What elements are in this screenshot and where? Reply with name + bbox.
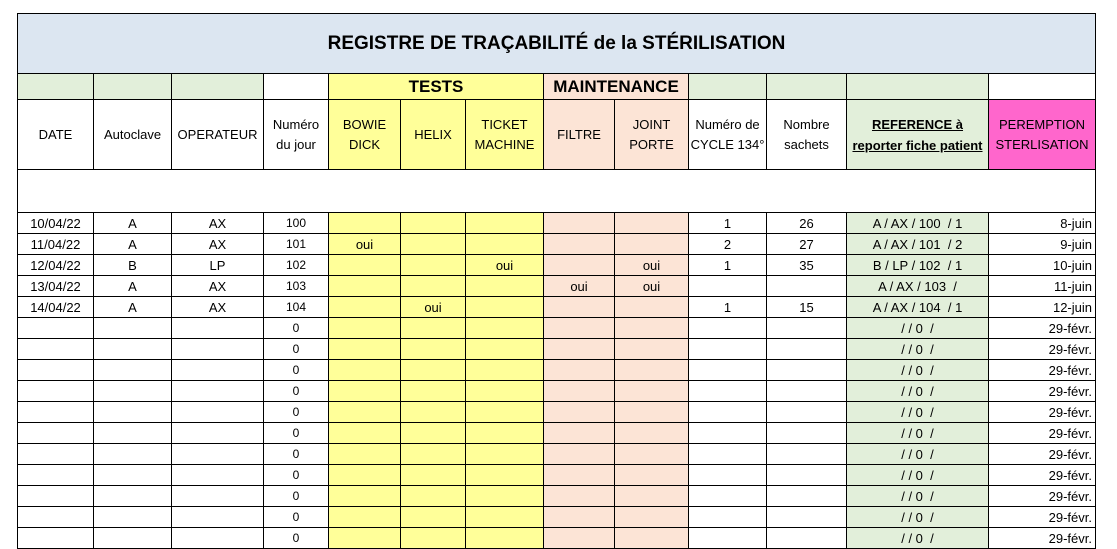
ticket-machine-cell[interactable] <box>466 339 544 360</box>
group-blank-operateur <box>172 74 264 100</box>
ticket-machine-cell[interactable] <box>466 486 544 507</box>
peremption-cell[interactable]: 9-juin <box>989 234 1096 255</box>
numero-cycle-cell[interactable]: 1 <box>689 297 767 318</box>
date-cell[interactable] <box>18 318 94 339</box>
nombre-sachets-cell[interactable] <box>767 444 847 465</box>
reference-cell[interactable]: / / 0 / <box>847 339 989 360</box>
bowie-dick-cell[interactable] <box>329 339 401 360</box>
table-row <box>18 318 1096 339</box>
numero-cycle-cell[interactable] <box>689 381 767 402</box>
joint-porte-cell[interactable] <box>615 339 689 360</box>
nombre-sachets-cell[interactable] <box>767 402 847 423</box>
numero-jour-cell[interactable]: 0 <box>264 528 329 549</box>
helix-cell[interactable] <box>401 381 466 402</box>
numero-cycle-cell[interactable] <box>689 507 767 528</box>
group-maintenance-header: MAINTENANCE <box>544 74 689 100</box>
reference-cell[interactable]: / / 0 / <box>847 486 989 507</box>
autoclave-cell[interactable]: B <box>94 255 172 276</box>
bowie-dick-cell[interactable] <box>329 528 401 549</box>
numero-jour-cell[interactable]: 0 <box>264 507 329 528</box>
autoclave-cell[interactable] <box>94 486 172 507</box>
autoclave-cell[interactable] <box>94 528 172 549</box>
peremption-cell[interactable]: 29-févr. <box>989 360 1096 381</box>
table-row <box>18 423 1096 444</box>
joint-porte-cell[interactable] <box>615 318 689 339</box>
filtre-cell[interactable] <box>544 381 615 402</box>
bowie-dick-cell[interactable] <box>329 486 401 507</box>
group-blank-sachets <box>767 74 847 100</box>
autoclave-cell[interactable]: A <box>94 234 172 255</box>
ticket-machine-cell[interactable] <box>466 234 544 255</box>
joint-porte-cell[interactable] <box>615 423 689 444</box>
filtre-cell[interactable] <box>544 402 615 423</box>
header-numero-cycle: Numéro de CYCLE 134° <box>689 100 767 170</box>
numero-jour-cell[interactable]: 0 <box>264 423 329 444</box>
reference-cell[interactable]: / / 0 / <box>847 444 989 465</box>
nombre-sachets-cell[interactable]: 35 <box>767 255 847 276</box>
joint-porte-cell[interactable] <box>615 381 689 402</box>
table-row <box>18 360 1096 381</box>
numero-jour-cell[interactable]: 0 <box>264 465 329 486</box>
autoclave-cell[interactable]: A <box>94 297 172 318</box>
ticket-machine-cell[interactable] <box>466 402 544 423</box>
autoclave-cell[interactable] <box>94 507 172 528</box>
joint-porte-cell[interactable]: oui <box>615 255 689 276</box>
autoclave-cell[interactable] <box>94 444 172 465</box>
bowie-dick-cell[interactable] <box>329 444 401 465</box>
nombre-sachets-cell[interactable] <box>767 465 847 486</box>
filtre-cell[interactable] <box>544 213 615 234</box>
date-cell[interactable] <box>18 339 94 360</box>
joint-porte-cell[interactable] <box>615 507 689 528</box>
group-blank-numero <box>264 74 329 100</box>
filtre-cell[interactable] <box>544 465 615 486</box>
reference-cell[interactable]: A / AX / 101 / 2 <box>847 234 989 255</box>
joint-porte-cell[interactable] <box>615 360 689 381</box>
ticket-machine-cell[interactable] <box>466 423 544 444</box>
numero-cycle-cell[interactable] <box>689 339 767 360</box>
date-cell[interactable]: 12/04/22 <box>18 255 94 276</box>
numero-cycle-cell[interactable] <box>689 360 767 381</box>
header-operateur: OPERATEUR <box>172 100 264 170</box>
ticket-machine-cell[interactable]: oui <box>466 255 544 276</box>
operateur-cell[interactable] <box>172 423 264 444</box>
peremption-cell[interactable]: 29-févr. <box>989 465 1096 486</box>
header-bowie-dick: BOWIE DICK <box>329 100 401 170</box>
bowie-dick-cell[interactable] <box>329 213 401 234</box>
operateur-cell[interactable] <box>172 381 264 402</box>
header-nombre-sachets: Nombre sachets <box>767 100 847 170</box>
ticket-machine-cell[interactable] <box>466 213 544 234</box>
nombre-sachets-cell[interactable] <box>767 507 847 528</box>
bowie-dick-cell[interactable] <box>329 423 401 444</box>
numero-cycle-cell[interactable]: 2 <box>689 234 767 255</box>
nombre-sachets-cell[interactable] <box>767 486 847 507</box>
operateur-cell[interactable]: AX <box>172 213 264 234</box>
date-cell[interactable] <box>18 402 94 423</box>
nombre-sachets-cell[interactable]: 26 <box>767 213 847 234</box>
filtre-cell[interactable] <box>544 297 615 318</box>
autoclave-cell[interactable] <box>94 339 172 360</box>
filtre-cell[interactable] <box>544 423 615 444</box>
table-row <box>18 339 1096 360</box>
numero-jour-cell[interactable]: 0 <box>264 318 329 339</box>
operateur-cell[interactable]: AX <box>172 297 264 318</box>
peremption-cell[interactable]: 29-févr. <box>989 423 1096 444</box>
table-row <box>18 255 1096 276</box>
date-cell[interactable]: 10/04/22 <box>18 213 94 234</box>
numero-cycle-cell[interactable] <box>689 423 767 444</box>
autoclave-cell[interactable] <box>94 402 172 423</box>
spacer-row <box>18 170 1096 213</box>
sterilization-register-table <box>17 13 1096 549</box>
helix-cell[interactable] <box>401 213 466 234</box>
table-row <box>18 528 1096 549</box>
reference-cell[interactable]: A / AX / 103 / <box>847 276 989 297</box>
table-row <box>18 465 1096 486</box>
numero-jour-cell[interactable]: 0 <box>264 486 329 507</box>
table-row <box>18 234 1096 255</box>
ticket-machine-cell[interactable] <box>466 360 544 381</box>
peremption-cell[interactable]: 29-févr. <box>989 318 1096 339</box>
numero-cycle-cell[interactable] <box>689 486 767 507</box>
numero-cycle-cell[interactable] <box>689 402 767 423</box>
reference-cell[interactable]: / / 0 / <box>847 402 989 423</box>
bowie-dick-cell[interactable] <box>329 402 401 423</box>
reference-cell[interactable]: A / AX / 100 / 1 <box>847 213 989 234</box>
header-date: DATE <box>18 100 94 170</box>
bowie-dick-cell[interactable] <box>329 318 401 339</box>
joint-porte-cell[interactable] <box>615 486 689 507</box>
bowie-dick-cell[interactable] <box>329 381 401 402</box>
operateur-cell[interactable] <box>172 360 264 381</box>
group-blank-autoclave <box>94 74 172 100</box>
peremption-cell[interactable]: 29-févr. <box>989 507 1096 528</box>
helix-cell[interactable] <box>401 423 466 444</box>
header-reference: REFERENCE à reporter fiche patient <box>847 100 989 170</box>
table-row <box>18 276 1096 297</box>
helix-cell[interactable]: oui <box>401 297 466 318</box>
bowie-dick-cell[interactable] <box>329 507 401 528</box>
operateur-cell[interactable] <box>172 318 264 339</box>
joint-porte-cell[interactable] <box>615 528 689 549</box>
helix-cell[interactable] <box>401 318 466 339</box>
numero-jour-cell[interactable]: 103 <box>264 276 329 297</box>
numero-jour-cell[interactable]: 100 <box>264 213 329 234</box>
sheet-title: REGISTRE DE TRAÇABILITÉ de la STÉRILISATION <box>18 14 1096 74</box>
table-row <box>18 486 1096 507</box>
ticket-machine-cell[interactable] <box>466 297 544 318</box>
date-cell[interactable] <box>18 486 94 507</box>
date-cell[interactable]: 14/04/22 <box>18 297 94 318</box>
autoclave-cell[interactable] <box>94 381 172 402</box>
filtre-cell[interactable] <box>544 339 615 360</box>
helix-cell[interactable] <box>401 276 466 297</box>
numero-jour-cell[interactable]: 101 <box>264 234 329 255</box>
date-cell[interactable] <box>18 465 94 486</box>
joint-porte-cell[interactable] <box>615 465 689 486</box>
nombre-sachets-cell[interactable]: 27 <box>767 234 847 255</box>
bowie-dick-cell[interactable] <box>329 276 401 297</box>
numero-jour-cell[interactable]: 104 <box>264 297 329 318</box>
reference-cell[interactable]: B / LP / 102 / 1 <box>847 255 989 276</box>
date-cell[interactable]: 13/04/22 <box>18 276 94 297</box>
peremption-cell[interactable]: 12-juin <box>989 297 1096 318</box>
table-row <box>18 507 1096 528</box>
helix-cell[interactable] <box>401 255 466 276</box>
operateur-cell[interactable] <box>172 528 264 549</box>
peremption-cell[interactable]: 29-févr. <box>989 402 1096 423</box>
header-peremption: PEREMPTION STERLISATION <box>989 100 1096 170</box>
ticket-machine-cell[interactable] <box>466 444 544 465</box>
reference-cell[interactable]: / / 0 / <box>847 360 989 381</box>
nombre-sachets-cell[interactable]: 15 <box>767 297 847 318</box>
bowie-dick-cell[interactable] <box>329 297 401 318</box>
table-row <box>18 213 1096 234</box>
helix-cell[interactable] <box>401 402 466 423</box>
helix-cell[interactable] <box>401 465 466 486</box>
table-row <box>18 402 1096 423</box>
reference-cell[interactable]: / / 0 / <box>847 465 989 486</box>
date-cell[interactable] <box>18 423 94 444</box>
peremption-cell[interactable]: 29-févr. <box>989 339 1096 360</box>
bowie-dick-cell[interactable]: oui <box>329 234 401 255</box>
header-numero-jour: Numéro du jour <box>264 100 329 170</box>
filtre-cell[interactable] <box>544 318 615 339</box>
filtre-cell[interactable] <box>544 360 615 381</box>
filtre-cell[interactable] <box>544 255 615 276</box>
helix-cell[interactable] <box>401 444 466 465</box>
operateur-cell[interactable] <box>172 486 264 507</box>
peremption-cell[interactable]: 29-févr. <box>989 528 1096 549</box>
date-cell[interactable] <box>18 507 94 528</box>
ticket-machine-cell[interactable] <box>466 528 544 549</box>
numero-jour-cell[interactable]: 0 <box>264 444 329 465</box>
date-cell[interactable] <box>18 360 94 381</box>
numero-jour-cell[interactable]: 0 <box>264 381 329 402</box>
autoclave-cell[interactable] <box>94 423 172 444</box>
header-helix: HELIX <box>401 100 466 170</box>
helix-cell[interactable] <box>401 507 466 528</box>
table-row <box>18 444 1096 465</box>
autoclave-cell[interactable] <box>94 318 172 339</box>
numero-cycle-cell[interactable] <box>689 318 767 339</box>
joint-porte-cell[interactable] <box>615 402 689 423</box>
header-autoclave: Autoclave <box>94 100 172 170</box>
peremption-cell[interactable]: 11-juin <box>989 276 1096 297</box>
header-ticket-machine: TICKET MACHINE <box>466 100 544 170</box>
table-row <box>18 381 1096 402</box>
header-joint-porte: JOINT PORTE <box>615 100 689 170</box>
helix-cell[interactable] <box>401 528 466 549</box>
header-filtre: FILTRE <box>544 100 615 170</box>
nombre-sachets-cell[interactable] <box>767 339 847 360</box>
peremption-cell[interactable]: 8-juin <box>989 213 1096 234</box>
nombre-sachets-cell[interactable] <box>767 528 847 549</box>
bowie-dick-cell[interactable] <box>329 255 401 276</box>
numero-jour-cell[interactable]: 0 <box>264 360 329 381</box>
helix-cell[interactable] <box>401 339 466 360</box>
nombre-sachets-cell[interactable] <box>767 423 847 444</box>
ticket-machine-cell[interactable] <box>466 276 544 297</box>
nombre-sachets-cell[interactable] <box>767 360 847 381</box>
numero-cycle-cell[interactable] <box>689 276 767 297</box>
date-cell[interactable] <box>18 381 94 402</box>
bowie-dick-cell[interactable] <box>329 465 401 486</box>
numero-cycle-cell[interactable]: 1 <box>689 213 767 234</box>
numero-cycle-cell[interactable] <box>689 444 767 465</box>
ticket-machine-cell[interactable] <box>466 318 544 339</box>
nombre-sachets-cell[interactable] <box>767 318 847 339</box>
reference-cell[interactable]: / / 0 / <box>847 528 989 549</box>
numero-jour-cell[interactable]: 0 <box>264 339 329 360</box>
joint-porte-cell[interactable] <box>615 213 689 234</box>
operateur-cell[interactable] <box>172 465 264 486</box>
operateur-cell[interactable] <box>172 339 264 360</box>
reference-cell[interactable]: A / AX / 104 / 1 <box>847 297 989 318</box>
joint-porte-cell[interactable] <box>615 234 689 255</box>
filtre-cell[interactable] <box>544 444 615 465</box>
operateur-cell[interactable]: AX <box>172 276 264 297</box>
operateur-cell[interactable] <box>172 402 264 423</box>
date-cell[interactable] <box>18 444 94 465</box>
bowie-dick-cell[interactable] <box>329 360 401 381</box>
ticket-machine-cell[interactable] <box>466 465 544 486</box>
nombre-sachets-cell[interactable] <box>767 276 847 297</box>
ticket-machine-cell[interactable] <box>466 507 544 528</box>
nombre-sachets-cell[interactable] <box>767 381 847 402</box>
numero-cycle-cell[interactable]: 1 <box>689 255 767 276</box>
filtre-cell[interactable] <box>544 507 615 528</box>
operateur-cell[interactable]: LP <box>172 255 264 276</box>
date-cell[interactable] <box>18 528 94 549</box>
reference-cell[interactable]: / / 0 / <box>847 423 989 444</box>
numero-jour-cell[interactable]: 102 <box>264 255 329 276</box>
filtre-cell[interactable] <box>544 528 615 549</box>
helix-cell[interactable] <box>401 486 466 507</box>
helix-cell[interactable] <box>401 360 466 381</box>
numero-cycle-cell[interactable] <box>689 465 767 486</box>
joint-porte-cell[interactable] <box>615 297 689 318</box>
group-blank-date <box>18 74 94 100</box>
peremption-cell[interactable]: 29-févr. <box>989 486 1096 507</box>
operateur-cell[interactable] <box>172 507 264 528</box>
autoclave-cell[interactable]: A <box>94 276 172 297</box>
reference-cell[interactable]: / / 0 / <box>847 507 989 528</box>
group-tests-header: TESTS <box>329 74 544 100</box>
numero-cycle-cell[interactable] <box>689 528 767 549</box>
group-blank-cycle <box>689 74 767 100</box>
joint-porte-cell[interactable] <box>615 444 689 465</box>
autoclave-cell[interactable]: A <box>94 213 172 234</box>
ticket-machine-cell[interactable] <box>466 381 544 402</box>
group-blank-peremption <box>989 74 1096 100</box>
reference-cell[interactable]: / / 0 / <box>847 318 989 339</box>
numero-jour-cell[interactable]: 0 <box>264 402 329 423</box>
peremption-cell[interactable]: 29-févr. <box>989 444 1096 465</box>
operateur-cell[interactable]: AX <box>172 234 264 255</box>
peremption-cell[interactable]: 29-févr. <box>989 381 1096 402</box>
joint-porte-cell[interactable]: oui <box>615 276 689 297</box>
table-row <box>18 297 1096 318</box>
reference-cell[interactable]: / / 0 / <box>847 381 989 402</box>
filtre-cell[interactable] <box>544 486 615 507</box>
group-blank-reference <box>847 74 989 100</box>
autoclave-cell[interactable] <box>94 465 172 486</box>
operateur-cell[interactable] <box>172 444 264 465</box>
filtre-cell[interactable] <box>544 234 615 255</box>
autoclave-cell[interactable] <box>94 360 172 381</box>
filtre-cell[interactable]: oui <box>544 276 615 297</box>
date-cell[interactable]: 11/04/22 <box>18 234 94 255</box>
peremption-cell[interactable]: 10-juin <box>989 255 1096 276</box>
helix-cell[interactable] <box>401 234 466 255</box>
